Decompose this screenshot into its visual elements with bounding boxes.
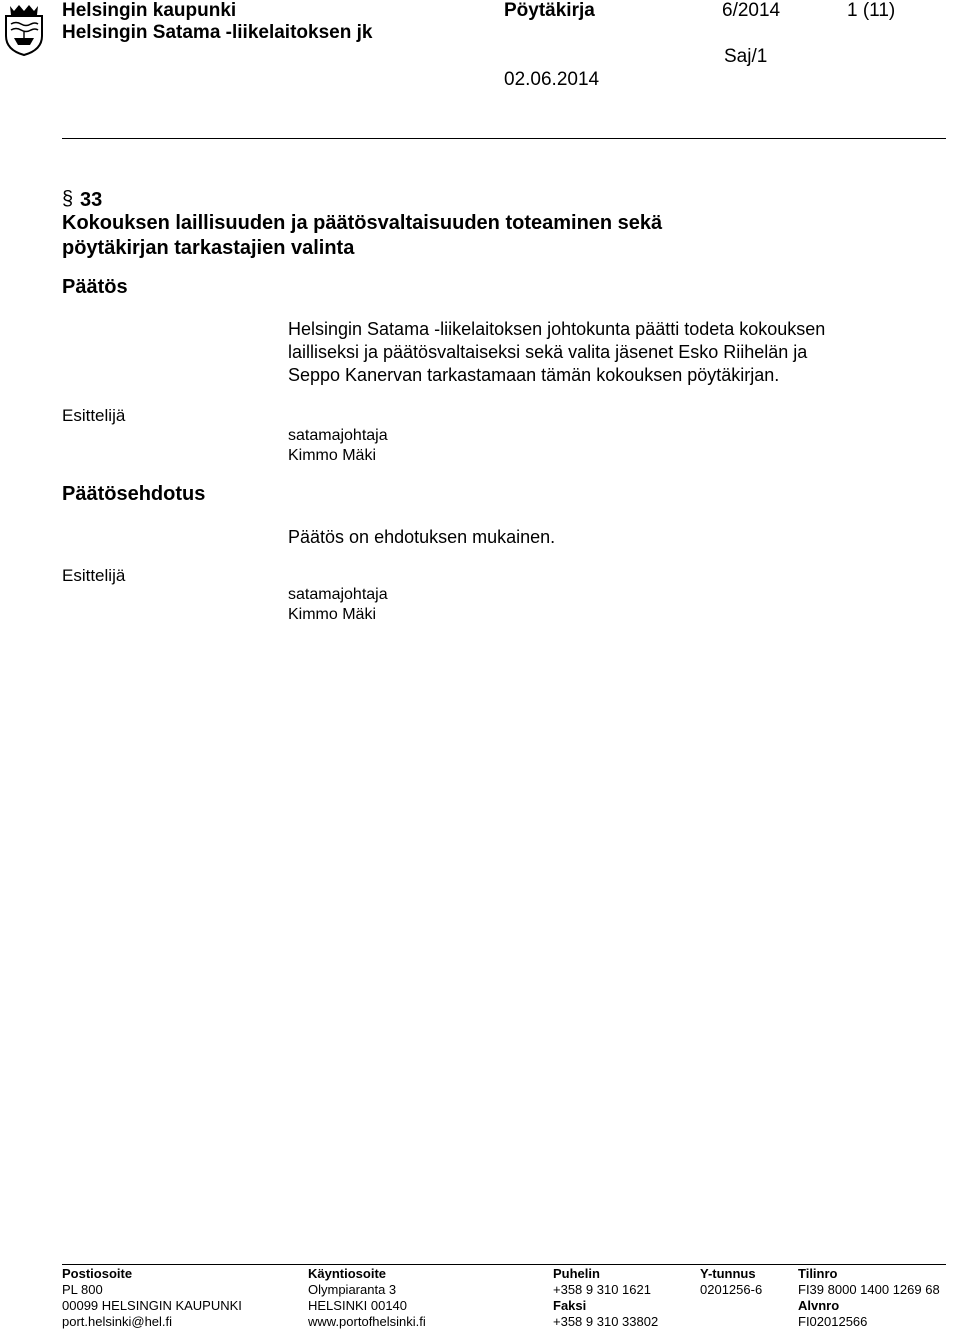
proposal-presenter-label: Esittelijä <box>62 566 126 585</box>
header-unit: Helsingin Satama -liikelaitoksen jk <box>62 22 373 43</box>
footer-ytunnus-value: 0201256-6 <box>700 1282 763 1297</box>
footer-visiting-address <box>308 1266 426 1330</box>
footer-account <box>798 1266 940 1330</box>
decision-presenter-label: Esittelijä <box>62 406 126 425</box>
header-reference: Saj/1 <box>724 46 768 67</box>
decision-text-line-1: Helsingin Satama -liikelaitoksen johtokunta päätti todeta kokouksen <box>288 319 826 339</box>
section-title-line-1: Kokouksen laillisuuden ja päätösvaltaisuuden toteaminen sekä <box>62 212 663 234</box>
footer-postal-label: Postiosoite <box>62 1266 133 1281</box>
footer-postal-box: PL 800 <box>62 1282 103 1297</box>
proposal-text: Päätös on ehdotuksen mukainen. <box>288 527 556 547</box>
proposal-presenter-name: Kimmo Mäki <box>288 606 377 623</box>
section-symbol: § <box>62 188 74 210</box>
footer-fax-number: +358 9 310 33802 <box>553 1314 659 1329</box>
header-doc-type: Pöytäkirja <box>504 0 595 21</box>
footer-phone-label: Puhelin <box>553 1266 600 1281</box>
decision-presenter-name: Kimmo Mäki <box>288 447 377 464</box>
footer-visit-label: Käyntiosoite <box>308 1266 387 1281</box>
footer-fax-label: Faksi <box>553 1298 587 1313</box>
header-divider <box>62 138 946 139</box>
footer-postal-address <box>62 1266 242 1330</box>
header-organization: Helsingin kaupunki <box>62 0 237 21</box>
footer-postal-city: 00099 HELSINGIN KAUPUNKI <box>62 1298 242 1313</box>
footer-phone <box>553 1266 658 1330</box>
decision-presenter-title: satamajohtaja <box>288 427 388 444</box>
decision-text-line-3: Seppo Kanervan tarkastamaan tämän kokouksen pöytäkirjan. <box>288 365 780 385</box>
section-title-line-2: pöytäkirjan tarkastajien valinta <box>62 237 355 259</box>
footer-email: port.helsinki@hel.fi <box>62 1314 173 1329</box>
header-date: 02.06.2014 <box>504 69 600 90</box>
proposal-presenter-title: satamajohtaja <box>288 586 388 603</box>
footer-website: www.portofhelsinki.fi <box>308 1314 426 1329</box>
footer-visit-city: HELSINKI 00140 <box>308 1298 408 1313</box>
section-number: 33 <box>80 189 103 211</box>
footer-divider <box>62 1264 946 1265</box>
proposal-heading: Päätösehdotus <box>62 483 206 505</box>
footer-phone-number: +358 9 310 1621 <box>553 1282 651 1297</box>
footer-visit-street: Olympiaranta 3 <box>308 1282 397 1297</box>
header-meeting-number: 6/2014 <box>722 0 781 21</box>
footer-ytunnus-label: Y-tunnus <box>700 1266 756 1281</box>
footer-vat-label: Alvnro <box>798 1298 840 1313</box>
footer-account-number: FI39 8000 1400 1269 68 <box>798 1282 940 1297</box>
footer-account-label: Tilinro <box>798 1266 838 1281</box>
footer-business-id <box>700 1266 762 1298</box>
decision-heading: Päätös <box>62 276 128 298</box>
decision-text-line-2: lailliseksi ja päätösvaltaiseksi sekä valita jäsenet Esko Riihelän ja <box>288 342 808 362</box>
footer-vat-number: FI02012566 <box>798 1314 868 1329</box>
helsinki-coat-of-arms-logo <box>2 2 46 56</box>
header-page-number: 1 (11) <box>847 0 896 21</box>
